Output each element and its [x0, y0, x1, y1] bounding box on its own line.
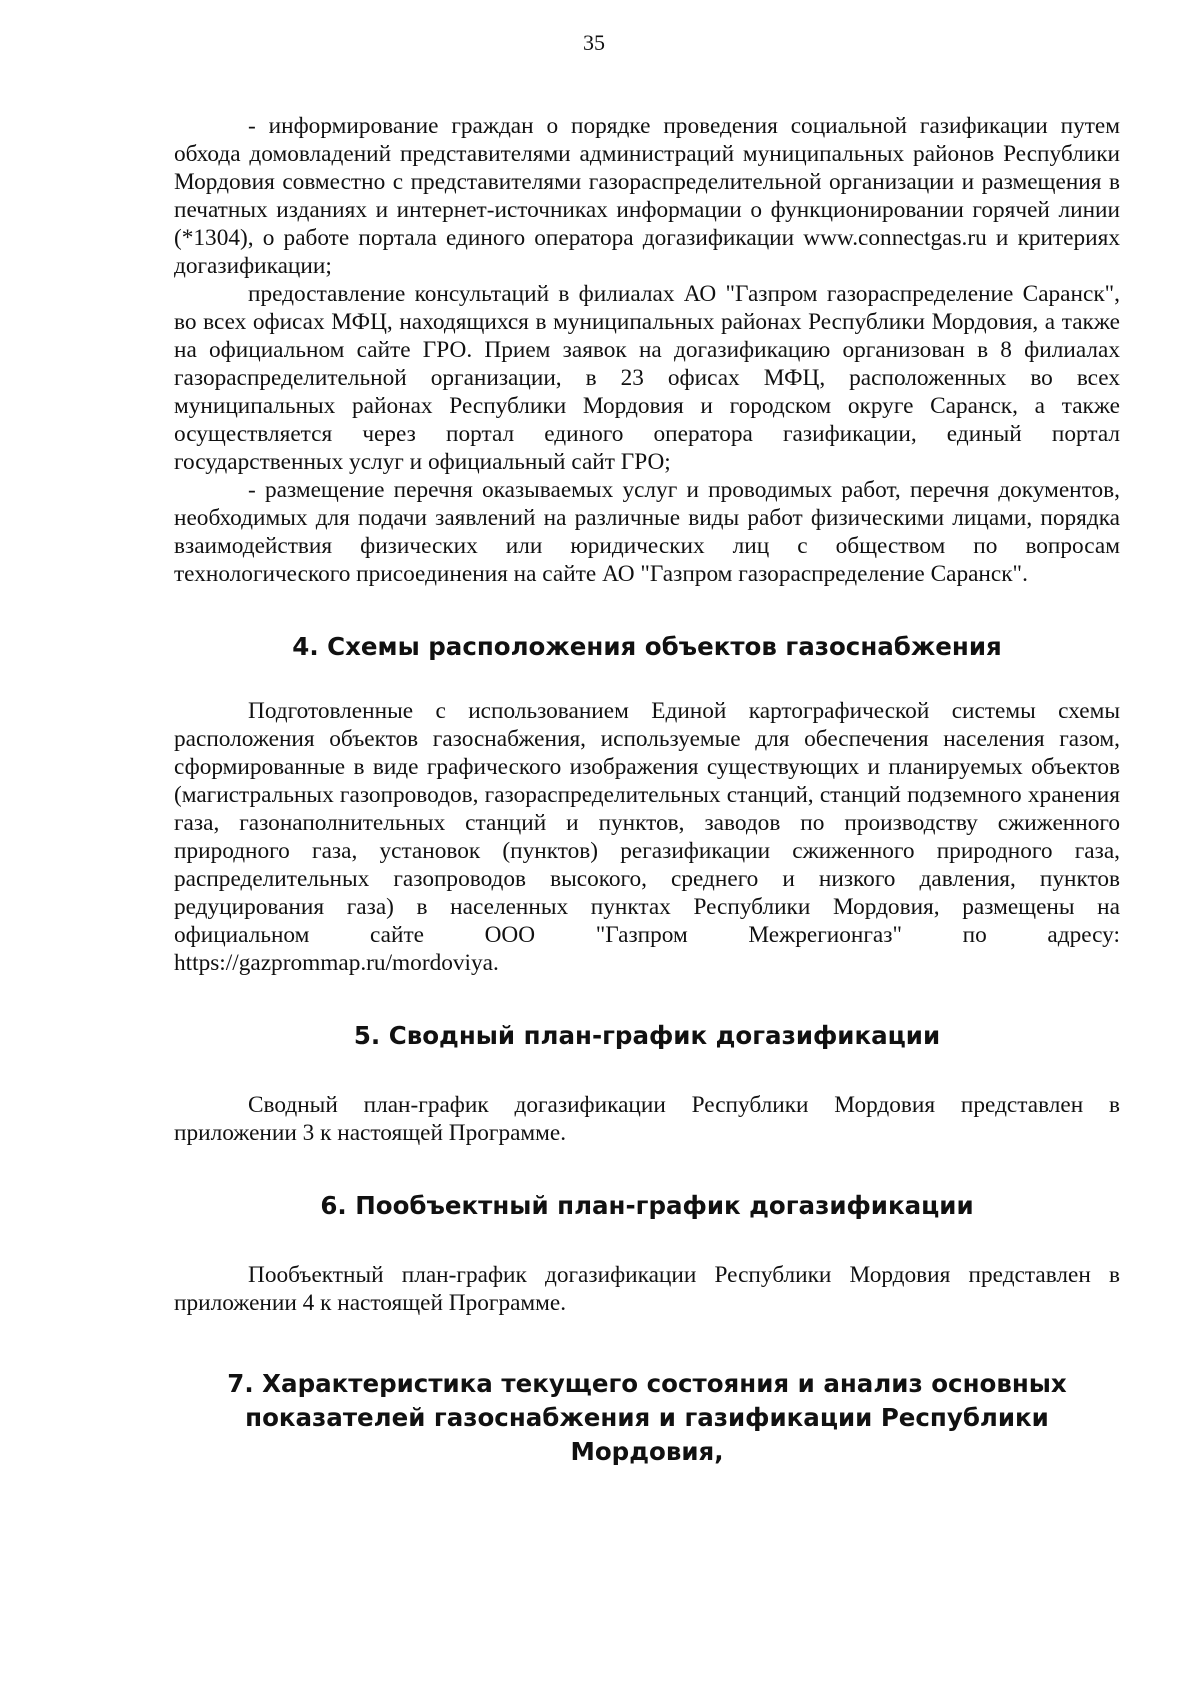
section-4-heading: 4. Схемы расположения объектов газоснабжения — [292, 632, 1002, 661]
section-7-heading-line-1: 7. Характеристика текущего состояния и анализ основных — [227, 1369, 1067, 1398]
page-number: 35 — [583, 30, 605, 55]
section-5-text: Сводный план-график догазификации Республики Мордовия представлен в приложении 3 к настоящей Программе. — [174, 1092, 1120, 1146]
intro-paragraph-2: предоставление консультаций в филиалах АО "Газпром газораспределение Саранск", во всех офисах МФЦ, находящихся в муниципальных районах Республики Мордовия, а также на официальном сайте ГРО. Прием заявок на догазификацию организован в 8 филиалах газораспределительной организации, в 23 офисах МФЦ, расположенных во всех муниципальных районах Республики Мордовия и городском округе Саранск, а также осуществляется через портал единого оператора газификации, единый портал государственных услуг и официальный сайт ГРО; — [174, 281, 1120, 475]
page-content — [174, 112, 1120, 1469]
section-4-text: Подготовленные с использованием Единой картографической системы схемы расположения объектов газоснабжения, используемые для обеспечения населения газом, сформированные в виде графического изображения существующих и планируемых объектов (магистральных газопроводов, газораспределительных станций, станций подземного хранения газа, газонаполнительных станций и пунктов, заводов по производству сжиженного природного газа, установок (пунктов) регазификации сжиженного природного газа, распределительных газопроводов высокого, среднего и низкого давления, пунктов редуцирования газа) в населенных пунктах Республики Мордовия, размещены на официальном сайте ООО "Газпром Межрегионгаз" по адресу: https://gazprommap.ru/mordoviya. — [174, 698, 1120, 976]
section-6-text: Пообъектный план-график догазификации Республики Мордовия представлен в приложении 4 к настоящей Программе. — [174, 1262, 1120, 1316]
section-7-heading-line-2: показателей газоснабжения и газификации Республики Мордовия, — [245, 1403, 1049, 1466]
section-5-heading: 5. Сводный план-график догазификации — [353, 1021, 941, 1050]
intro-paragraph-3: - размещение перечня оказываемых услуг и проводимых работ, перечня документов, необходимых для подачи заявлений на различные виды работ физическими лицами, порядка взаимодействия физических или юридических лиц с обществом по вопросам технологического присоединения на сайте АО "Газпром газораспределение Саранск". — [174, 477, 1120, 587]
section-7-heading — [174, 1367, 1120, 1469]
section-6-heading: 6. Пообъектный план-график догазификации — [320, 1191, 974, 1220]
intro-paragraph-1: - информирование граждан о порядке проведения социальной газификации путем обхода домовладений представителями администраций муниципальных районов Республики Мордовия совместно с представителями газораспределительной организации и размещения в печатных изданиях и интернет-источниках информации о функционировании горячей линии (*1304), о работе портала единого оператора догазификации www.connectgas.ru и критериях догазификации; — [174, 113, 1120, 279]
